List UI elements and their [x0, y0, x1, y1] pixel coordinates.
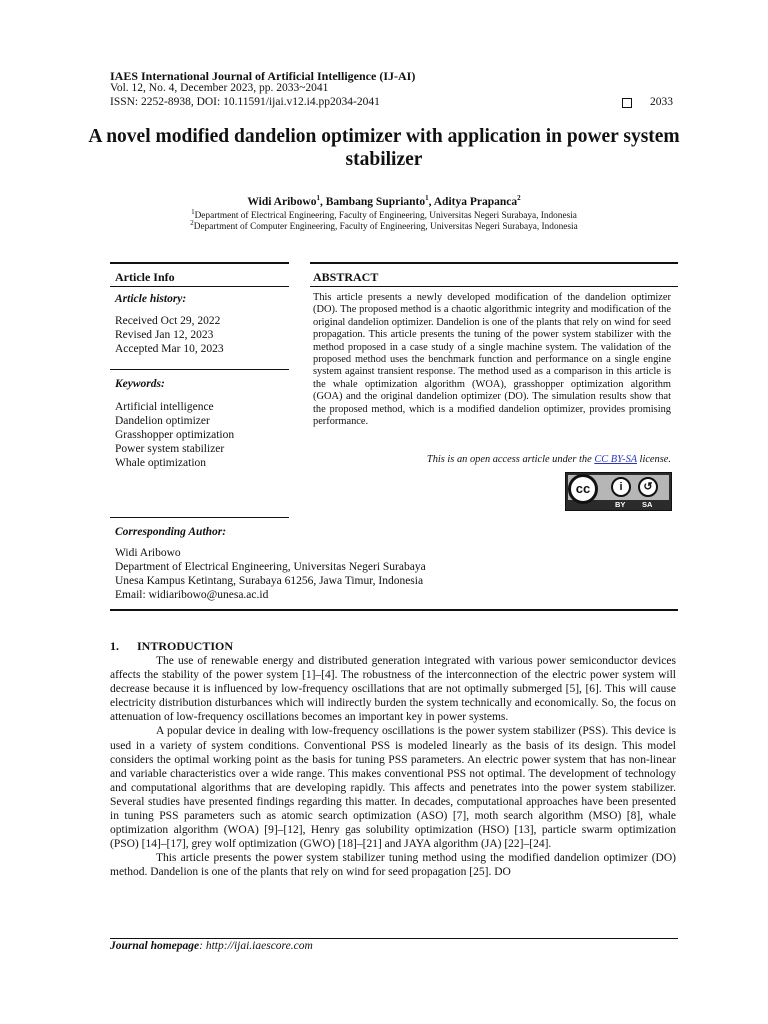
- corresponding-name: Widi Aribowo: [115, 547, 181, 559]
- badge-sa-label: SA: [642, 500, 653, 509]
- received-date: Received Oct 29, 2022: [115, 315, 221, 327]
- open-access-note: [313, 454, 671, 465]
- history-heading: Article history:: [115, 293, 187, 305]
- corresponding-email: Email: widiaribowo@unesa.ac.id: [115, 589, 269, 601]
- keyword: Power system stabilizer: [115, 443, 225, 455]
- keywords-heading: Keywords:: [115, 378, 165, 390]
- affiliation: [80, 207, 688, 221]
- page-number: 2033: [650, 96, 673, 108]
- author-sup: 1: [425, 194, 429, 203]
- affiliation: [80, 218, 688, 232]
- author-name: Widi Aribowo: [247, 196, 317, 208]
- creative-commons-icon: cc: [568, 474, 598, 504]
- badge-by-label: BY: [615, 500, 626, 509]
- keyword: Dandelion optimizer: [115, 415, 210, 427]
- keyword: Whale optimization: [115, 457, 207, 469]
- section-heading: [110, 639, 233, 654]
- divider: [110, 369, 289, 370]
- divider: [110, 262, 289, 264]
- corresponding-heading: Corresponding Author:: [115, 526, 227, 538]
- author-sup: 2: [517, 194, 521, 203]
- affiliation-text: Department of Computer Engineering, Faculty of Engineering, Universitas Negeri Surabaya, Indonesia: [193, 222, 578, 232]
- keyword: Grasshopper optimization: [115, 429, 235, 441]
- homepage-url[interactable]: http://ijai.iaescore.com: [205, 940, 313, 952]
- author-list: Widi Aribowo$^1$, Bambang Suprianto$^1$, Aditya Prapanca$^2$: [247, 194, 521, 208]
- journal-homepage: Journal homepage: http://ijai.iaescore.com: [110, 940, 313, 952]
- paragraph: A popular device in dealing with low-frequency oscillations is the power system stabilizer (PSS). This device is used in a variety of system conditions. Conventional PSS is modeled linearly as the basis of its design. This model considers the optimal working point as the basis for tuning PSS parameters. An electric power system that has non-linear and variable characteristics over a wide range. This makes conventional PSS not optimal. The development of technology and computational algorithms that are developing rapidly. This affects and penetrates into the power system stabilizer. Several studies have presented findings regarding this matter. In decades, computational approaches have been presented in tuning PSS parameters such as atomic search optimization (ASO) [7], moth search algorithm (MSO) [8], whale optimization algorithm (WOA) [9]–[12], Henry gas solubility optimization (HSO) [13], particle swarm optimization (PSO) [14]–[17], grey wolf optimization (GWO) [18]–[21] and JAYA algorithm (JA) [22]–[24].: [110, 725, 676, 851]
- corresponding-address: Unesa Kampus Ketintang, Surabaya 61256, Jawa Timur, Indonesia: [115, 575, 424, 587]
- paragraph: The use of renewable energy and distributed generation integrated with various power semiconductor devices affects the stability of the power system [1]–[4]. The robustness of the interconnection of the electric power system will decrease because it is influenced by low-frequency oscillations that are not optimally submerged [5], [6]. This will cause electricity distribution disturbances which will indirectly burden the system technically and economically. So, the focus on attenuation of low-frequency oscillations becomes an important key in power systems.: [110, 655, 676, 724]
- attribution-icon: i: [611, 477, 631, 497]
- open-access-text: license.: [636, 454, 671, 465]
- corresponding-dept: Department of Electrical Engineering, Universitas Negeri Surabaya: [115, 561, 426, 573]
- divider: [310, 262, 678, 264]
- divider: [110, 938, 678, 939]
- homepage-label: Journal homepage: [110, 940, 200, 952]
- journal-name: IAES International Journal of Artificial Intelligence (IJ-AI): [110, 69, 416, 83]
- abstract-text: This article presents a newly developed modification of the dandelion optimizer (DO). The proposed method is a chaotic algorithmic integrity and modification of the original dandelion optimizer. Dandelion is one of the plants that rely on wind for seed propagation. This article presents the tuning of the power system stabilizer with the method proposed in a case study of a single machine system. The validation of the proposed method uses the benchmark function and performance on a single engine system against transient response. The method used as a comparison in this article is the whale optimization algorithm (WOA), grasshopper optimization algorithm (GOA) and the original dandelion optimizer (DO). The simulation results show that the proposed method, which is a modified dandelion optimizer, provides promising performance.: [313, 292, 671, 428]
- section-number: 1.: [110, 639, 119, 653]
- cc-by-sa-badge[interactable]: [565, 472, 672, 511]
- author-name: Aditya Prapanca: [433, 196, 518, 208]
- paper-title: A novel modified dandelion optimizer with application in power system stabilizer: [88, 126, 680, 170]
- square-icon: [622, 98, 632, 108]
- section-title: INTRODUCTION: [137, 639, 234, 653]
- body-text: [110, 654, 676, 880]
- revised-date: Revised Jan 12, 2023: [115, 329, 214, 341]
- share-alike-icon: ↺: [638, 477, 658, 497]
- divider: [110, 517, 289, 518]
- affiliation-sup: 1: [191, 207, 195, 216]
- accepted-date: Accepted Mar 10, 2023: [115, 343, 224, 355]
- author-name: Bambang Suprianto: [325, 196, 426, 208]
- divider: [110, 286, 289, 287]
- article-info-heading: Article Info: [115, 270, 175, 284]
- volume-line: Vol. 12, No. 4, December 2023, pp. 2033~2041: [110, 82, 329, 94]
- divider: [310, 286, 678, 287]
- paragraph: This article presents the power system stabilizer tuning method using the modified dandelion optimizer (DO) method. Dandelion is one of the plants that rely on wind for seed propagation [25]. DO: [110, 852, 676, 879]
- affiliation-text: Department of Electrical Engineering, Faculty of Engineering, Universitas Negeri Surabaya, Indonesia: [194, 211, 577, 221]
- affiliation-sup: 2: [190, 218, 194, 227]
- divider: [110, 609, 678, 611]
- issn-line: ISSN: 2252-8938, DOI: 10.11591/ijai.v12.i4.pp2034-2041: [110, 96, 380, 108]
- keyword: Artificial intelligence: [115, 401, 214, 413]
- license-link[interactable]: CC BY-SA: [594, 454, 637, 465]
- author-sup: 1: [316, 194, 320, 203]
- open-access-text: This is an open access article under the: [426, 454, 595, 465]
- abstract-heading: ABSTRACT: [313, 270, 379, 284]
